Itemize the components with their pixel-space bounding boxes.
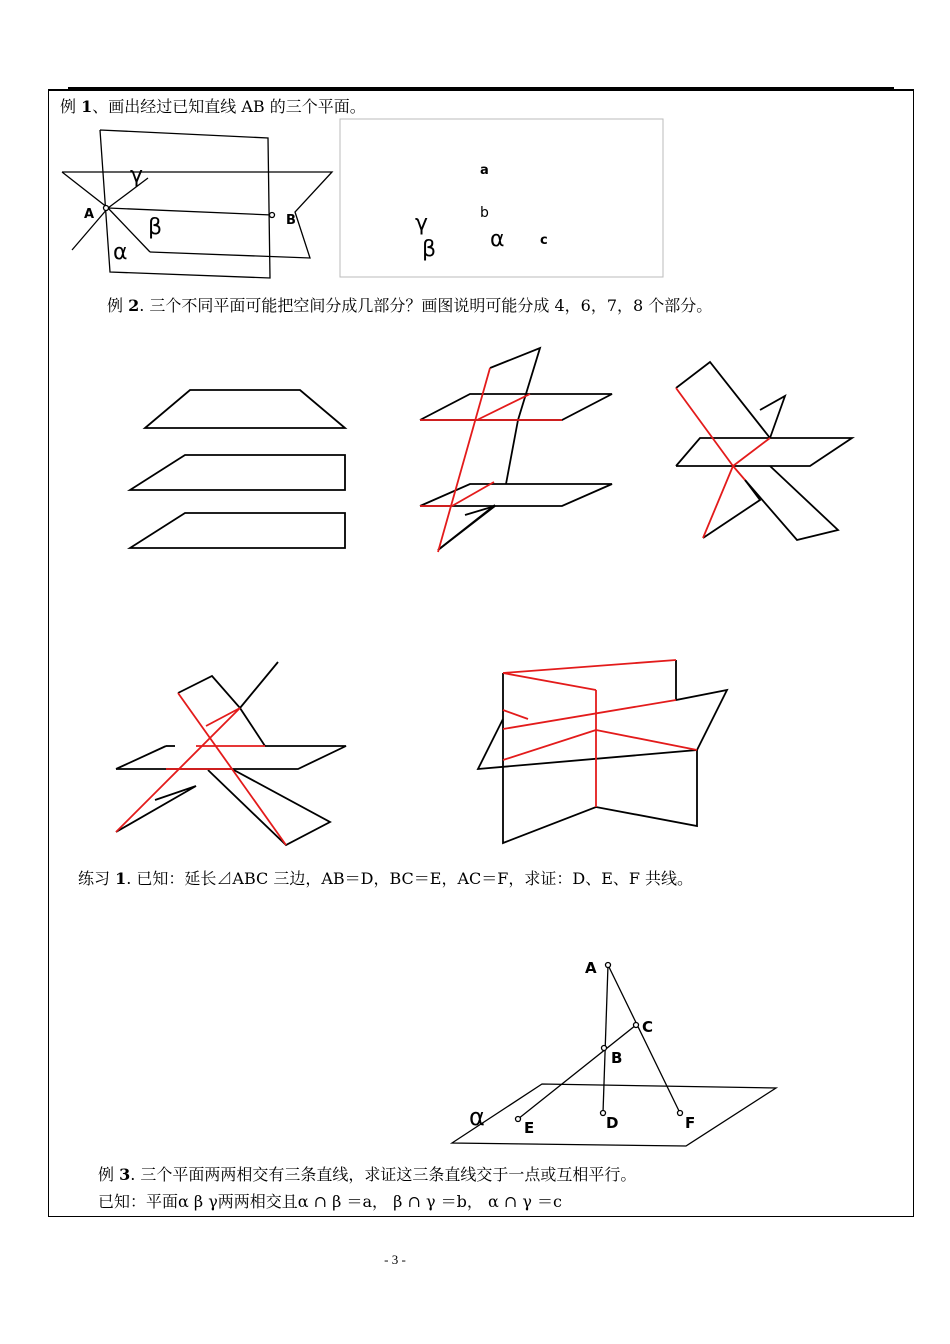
box-b-label: b <box>480 205 489 221</box>
fig-seven-parts <box>116 662 346 845</box>
ex1-beta-label: β <box>148 215 163 240</box>
box-alpha-label: α <box>490 227 505 252</box>
practice-1-heading: 练习 1. 已知：延长⊿ABC 三边，AB＝D，BC＝E，AC＝F，求证：D、E、F 共线。 <box>78 869 694 888</box>
p1-b-label: B <box>611 1049 623 1067</box>
fig-parallel-planes <box>130 390 345 548</box>
ex1-point-b-label: B <box>286 213 296 228</box>
p1-c-label: C <box>642 1018 654 1036</box>
p1-alpha-label: α <box>469 1103 485 1131</box>
ex1-gamma-label: γ <box>130 163 144 188</box>
p1-f-label: F <box>685 1114 696 1132</box>
p1-a-label: A <box>585 959 597 977</box>
example-3-given: 已知：平面α β γ两两相交且α ∩ β ＝a， β ∩ γ ＝b， α ∩ γ ＝c <box>98 1192 562 1211</box>
page-number: - 3 - <box>384 1252 406 1267</box>
example-1-box <box>340 119 663 277</box>
ex1-point-a-label: A <box>84 207 95 222</box>
example-3-heading: 例 3. 三个平面两两相交有三条直线，求证这三条直线交于一点或互相平行。 <box>98 1165 637 1184</box>
p1-e-label: E <box>524 1119 535 1137</box>
p1-d-label: D <box>606 1114 619 1132</box>
ex1-alpha-label: α <box>113 240 128 265</box>
box-gamma-label: γ <box>415 211 429 236</box>
example-1-figure <box>62 130 332 278</box>
box-a-label: a <box>480 163 489 178</box>
fig-eight-parts <box>478 660 727 843</box>
example-1-heading: 例 1、画出经过已知直线 AB 的三个平面。 <box>60 97 366 116</box>
box-beta-label: β <box>422 237 437 262</box>
fig-two-parallel-one-cut <box>420 348 612 552</box>
box-c-label: c <box>540 233 548 248</box>
example-2-heading: 例 2. 三个不同平面可能把空间分成几部分？画图说明可能分成 4，6，7，8 个部分。 <box>107 296 713 315</box>
fig-three-planes-one-line <box>676 362 852 540</box>
